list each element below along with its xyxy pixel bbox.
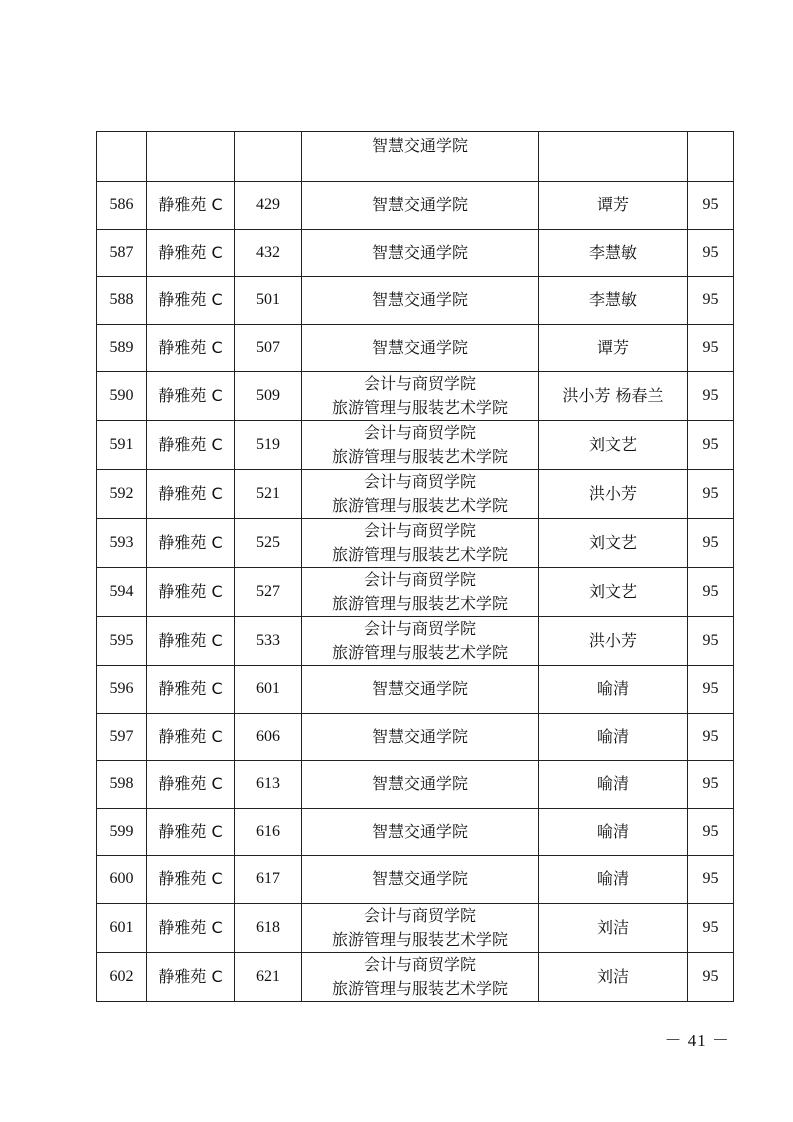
cell-building: 静雅苑 C <box>147 277 235 325</box>
cell-teacher: 喻清 <box>539 713 688 761</box>
cell-room: 527 <box>235 568 302 617</box>
cell-college <box>302 713 539 761</box>
cell-college <box>302 568 539 617</box>
cell-score: 95 <box>688 229 734 277</box>
cell-college <box>302 808 539 856</box>
cell-college <box>302 470 539 519</box>
cell-college <box>302 903 539 952</box>
cell-no: 591 <box>97 421 147 470</box>
cell-score: 95 <box>688 324 734 372</box>
cell-score: 95 <box>688 808 734 856</box>
cell-room: 525 <box>235 519 302 568</box>
table-row <box>97 470 734 519</box>
cell-college <box>302 372 539 421</box>
college-name: 会计与商贸学院 <box>363 423 476 442</box>
cell-no: 594 <box>97 568 147 617</box>
cell-score: 95 <box>688 952 734 1001</box>
table-row <box>97 372 734 421</box>
cell-room: 521 <box>235 470 302 519</box>
cell-college <box>302 952 539 1001</box>
table-row <box>97 617 734 666</box>
cell-building <box>147 132 235 182</box>
cell-no: 588 <box>97 277 147 325</box>
cell-room: 533 <box>235 617 302 666</box>
cell-college <box>302 421 539 470</box>
cell-building: 静雅苑 C <box>147 903 235 952</box>
cell-score <box>688 132 734 182</box>
cell-teacher: 刘文艺 <box>539 421 688 470</box>
cell-score: 95 <box>688 666 734 714</box>
college-name: 智慧交通学院 <box>371 337 468 357</box>
cell-no: 602 <box>97 952 147 1001</box>
cell-teacher <box>539 132 688 182</box>
cell-room: 601 <box>235 666 302 714</box>
cell-room: 501 <box>235 277 302 325</box>
college-name: 会计与商贸学院 <box>363 619 476 638</box>
table-row <box>97 229 734 277</box>
cell-no: 601 <box>97 903 147 952</box>
table-row <box>97 324 734 372</box>
college-name: 会计与商贸学院 <box>363 954 476 974</box>
cell-no: 597 <box>97 713 147 761</box>
college-name: 旅游管理与服装艺术学院 <box>331 447 508 466</box>
cell-score: 95 <box>688 617 734 666</box>
cell-score: 95 <box>688 856 734 904</box>
table-row <box>97 808 734 856</box>
college-name: 智慧交通学院 <box>371 290 468 310</box>
cell-building: 静雅苑 C <box>147 324 235 372</box>
continued-row <box>97 132 734 182</box>
college-name: 旅游管理与服装艺术学院 <box>331 929 508 949</box>
table-row <box>97 519 734 568</box>
cell-room: 618 <box>235 903 302 952</box>
cell-room: 613 <box>235 761 302 809</box>
college-name: 旅游管理与服装艺术学院 <box>331 545 508 564</box>
table-row <box>97 856 734 904</box>
cell-building: 静雅苑 C <box>147 421 235 470</box>
college-name: 会计与商贸学院 <box>363 374 476 393</box>
college-name: 智慧交通学院 <box>371 821 468 841</box>
cell-college <box>302 519 539 568</box>
cell-teacher: 刘洁 <box>539 952 688 1001</box>
cell-room <box>235 132 302 182</box>
cell-building: 静雅苑 C <box>147 470 235 519</box>
cell-room: 519 <box>235 421 302 470</box>
table-row <box>97 182 734 230</box>
cell-teacher: 刘洁 <box>539 903 688 952</box>
cell-building: 静雅苑 C <box>147 617 235 666</box>
cell-no: 598 <box>97 761 147 809</box>
cell-no: 593 <box>97 519 147 568</box>
table-row <box>97 421 734 470</box>
cell-teacher: 喻清 <box>539 666 688 714</box>
cell-college <box>302 277 539 325</box>
page-number: － 41 － <box>664 1031 730 1050</box>
cell-teacher: 喻清 <box>539 856 688 904</box>
cell-college <box>302 761 539 809</box>
cell-building: 静雅苑 C <box>147 519 235 568</box>
cell-teacher: 喻清 <box>539 761 688 809</box>
cell-teacher: 李慧敏 <box>539 229 688 277</box>
cell-score: 95 <box>688 519 734 568</box>
college-name: 智慧交通学院 <box>371 726 468 746</box>
cell-college <box>302 856 539 904</box>
cell-no: 589 <box>97 324 147 372</box>
cell-building: 静雅苑 C <box>147 761 235 809</box>
table-row <box>97 568 734 617</box>
cell-teacher: 喻清 <box>539 808 688 856</box>
college-name: 旅游管理与服装艺术学院 <box>331 496 508 515</box>
cell-no: 600 <box>97 856 147 904</box>
cell-no: 587 <box>97 229 147 277</box>
cell-teacher: 刘文艺 <box>539 568 688 617</box>
cell-college <box>302 666 539 714</box>
college-name: 会计与商贸学院 <box>363 570 476 589</box>
college-name: 旅游管理与服装艺术学院 <box>331 978 508 998</box>
cell-building: 静雅苑 C <box>147 713 235 761</box>
cell-score: 95 <box>688 470 734 519</box>
college-name: 旅游管理与服装艺术学院 <box>331 643 508 662</box>
cell-score: 95 <box>688 182 734 230</box>
cell-building: 静雅苑 C <box>147 856 235 904</box>
cell-teacher: 洪小芳 <box>539 617 688 666</box>
cell-college <box>302 229 539 277</box>
cell-room: 616 <box>235 808 302 856</box>
cell-score: 95 <box>688 277 734 325</box>
cell-building: 静雅苑 C <box>147 808 235 856</box>
cell-college <box>302 617 539 666</box>
college-name: 智慧交通学院 <box>371 242 468 262</box>
college-name: 会计与商贸学院 <box>363 521 476 540</box>
college-name: 智慧交通学院 <box>371 195 468 215</box>
table-row <box>97 713 734 761</box>
cell-teacher: 谭芳 <box>539 324 688 372</box>
cell-teacher: 谭芳 <box>539 182 688 230</box>
cell-score: 95 <box>688 421 734 470</box>
dormitory-score-table <box>96 131 734 1002</box>
cell-building: 静雅苑 C <box>147 372 235 421</box>
cell-room: 621 <box>235 952 302 1001</box>
cell-no: 592 <box>97 470 147 519</box>
cell-no: 595 <box>97 617 147 666</box>
cell-building: 静雅苑 C <box>147 182 235 230</box>
table-row <box>97 666 734 714</box>
college-name: 旅游管理与服装艺术学院 <box>331 398 508 417</box>
cell-teacher: 洪小芳 杨春兰 <box>539 372 688 421</box>
college-name: 旅游管理与服装艺术学院 <box>331 594 508 613</box>
table-row <box>97 952 734 1001</box>
cell-score: 95 <box>688 568 734 617</box>
cell-score: 95 <box>688 903 734 952</box>
cell-college <box>302 182 539 230</box>
cell-teacher: 李慧敏 <box>539 277 688 325</box>
table-row <box>97 277 734 325</box>
cell-building: 静雅苑 C <box>147 666 235 714</box>
cell-teacher: 刘文艺 <box>539 519 688 568</box>
cell-no: 586 <box>97 182 147 230</box>
cell-college <box>302 324 539 372</box>
cell-score: 95 <box>688 713 734 761</box>
cell-room: 617 <box>235 856 302 904</box>
cell-room: 509 <box>235 372 302 421</box>
cell-building: 静雅苑 C <box>147 229 235 277</box>
table-body <box>97 132 734 1002</box>
college-name: 智慧交通学院 <box>371 679 468 699</box>
college-name: 会计与商贸学院 <box>363 905 476 925</box>
college-name: 智慧交通学院 <box>371 869 468 889</box>
cell-no: 590 <box>97 372 147 421</box>
cell-room: 606 <box>235 713 302 761</box>
cell-no <box>97 132 147 182</box>
cell-room: 429 <box>235 182 302 230</box>
cell-no: 596 <box>97 666 147 714</box>
cell-room: 432 <box>235 229 302 277</box>
cell-teacher: 洪小芳 <box>539 470 688 519</box>
cell-score: 95 <box>688 372 734 421</box>
table-row <box>97 761 734 809</box>
college-name: 智慧交通学院 <box>371 774 468 794</box>
cell-no: 599 <box>97 808 147 856</box>
cell-building: 静雅苑 C <box>147 568 235 617</box>
cell-college: 智慧交通学院 <box>302 132 539 182</box>
table-row <box>97 903 734 952</box>
cell-room: 507 <box>235 324 302 372</box>
college-name: 会计与商贸学院 <box>363 472 476 491</box>
cell-building: 静雅苑 C <box>147 952 235 1001</box>
cell-score: 95 <box>688 761 734 809</box>
